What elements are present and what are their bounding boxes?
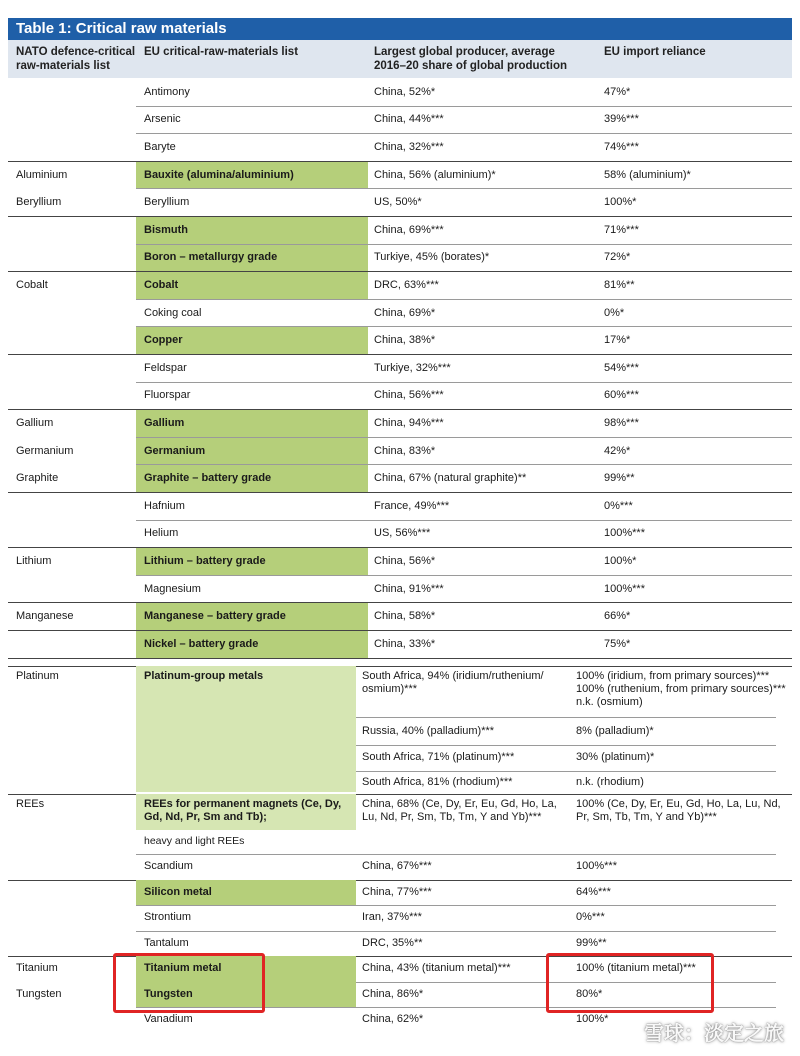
cell-producer: China, 67% (natural graphite)**: [374, 472, 527, 485]
table-row: [8, 382, 792, 410]
cell-producer: China, 56%*: [374, 554, 436, 567]
cell-producer: China, 67%***: [362, 860, 432, 873]
cell-producer: China, 38%*: [374, 334, 436, 347]
cell-nato: Germanium: [16, 444, 74, 457]
cell-nato: [16, 520, 136, 548]
cell-eu-material: Bismuth: [136, 216, 368, 244]
cell-eu-material: Feldspar: [144, 361, 187, 374]
cell-nato: [16, 244, 136, 272]
cell-nato: [16, 630, 136, 658]
cell-producer: US, 56%***: [374, 527, 431, 540]
row-divider: [8, 161, 792, 162]
cell-producer: Iran, 37%***: [362, 911, 422, 924]
cell-eu-material: Magnesium: [144, 582, 201, 595]
cell-eu-material: Coking coal: [144, 306, 202, 319]
cell-producer: China, 69%***: [374, 223, 444, 236]
table-row: [8, 905, 792, 931]
cell-nato: [16, 106, 136, 134]
cell-eu-material: Tungsten: [136, 982, 356, 1008]
cell-producer: China, 86%*: [362, 987, 424, 1000]
cell-producer: China, 32%***: [374, 140, 444, 153]
cell-reliance: 72%*: [604, 251, 631, 264]
cell-eu-material: Cobalt: [136, 271, 368, 299]
cell-reliance: 30% (platinum)*: [576, 750, 655, 763]
cell-nato: [16, 326, 136, 354]
table-row: [8, 216, 792, 244]
cell-reliance: 71%***: [604, 223, 639, 236]
cell-nato: [16, 354, 136, 382]
table-row: [8, 880, 792, 906]
cell-eu-material: Bauxite (alumina/aluminium): [136, 161, 368, 189]
cell-producer: China, 43% (titanium metal)***: [362, 962, 511, 975]
cell-producer: China, 69%*: [374, 306, 436, 319]
cell-producer: South Africa, 81% (rhodium)***: [362, 775, 513, 788]
cell-reliance: 100% (titanium metal)***: [576, 962, 696, 975]
cell-reliance: n.k. (rhodium): [576, 775, 644, 788]
cell-eu-material: Germanium: [136, 437, 368, 465]
cell-reliance: 81%**: [604, 278, 635, 291]
cell-producer: China, 77%***: [362, 885, 432, 898]
cell-eu-material: Graphite – battery grade: [136, 464, 368, 492]
row-divider: [8, 271, 792, 272]
cell-reliance: 100% (iridium, from primary sources)*** 100% (ruthenium, from primary sources)*** n.k. (osmium): [576, 670, 786, 708]
cell-reliance: 8% (palladium)*: [576, 724, 654, 737]
cell-producer: China, 83%*: [374, 444, 436, 457]
row-divider: [136, 575, 792, 576]
cell-eu-material-sub: heavy and light REEs: [144, 834, 245, 847]
cell-reliance: 99%**: [576, 936, 607, 949]
cell-eu-material: Strontium: [144, 911, 192, 924]
cell-nato: Lithium: [16, 554, 52, 567]
cell-nato: Titanium: [16, 962, 58, 975]
cell-producer: China, 68% (Ce, Dy, Er, Eu, Gd, Ho, La, Lu, Nd, Pr, Sm, Tb, Tm, Y and Yb)***: [362, 798, 557, 823]
cell-producer: South Africa, 94% (iridium/ruthenium/ osmium)***: [362, 670, 544, 695]
cell-eu-material: Platinum-group metals: [144, 670, 264, 682]
row-divider: [8, 409, 792, 410]
cell-nato: Manganese: [16, 610, 74, 623]
cell-eu-material: Nickel – battery grade: [136, 630, 368, 658]
cell-reliance: 64%***: [576, 885, 611, 898]
cell-producer: South Africa, 71% (platinum)***: [362, 750, 515, 763]
cell-nato: [16, 299, 136, 327]
table-row-pgm-sub: [8, 666, 792, 716]
cell-reliance: 99%**: [604, 472, 635, 485]
table-section-main: [8, 78, 792, 656]
table-row-ree-sub: [8, 830, 792, 852]
cell-reliance: 42%*: [604, 444, 631, 457]
cell-producer: China, 62%*: [362, 1013, 424, 1026]
row-divider: [136, 437, 792, 438]
table-row: [8, 354, 792, 382]
table-row: [8, 188, 792, 216]
row-divider: [136, 106, 792, 107]
cell-producer: China, 58%*: [374, 610, 436, 623]
cell-producer: France, 49%***: [374, 499, 450, 512]
cell-reliance: 47%*: [604, 85, 631, 98]
row-divider: [8, 630, 792, 631]
cell-reliance: 100%*: [604, 554, 637, 567]
cell-reliance: 100%*: [576, 1013, 609, 1026]
header-nato: NATO defence-critical raw-materials list: [16, 46, 136, 72]
row-divider: [136, 382, 792, 383]
table-row: [8, 299, 792, 327]
table-row-pgm-sub: [8, 718, 792, 744]
cell-reliance: 58% (aluminium)*: [604, 168, 691, 181]
row-divider: [8, 216, 792, 217]
table-row: [8, 547, 792, 575]
cell-producer: Turkiye, 32%***: [374, 361, 451, 374]
table-row: [8, 326, 792, 354]
table-row: [8, 106, 792, 134]
cell-eu-material: Baryte: [144, 140, 176, 153]
table-row: [8, 409, 792, 437]
cell-nato: [16, 854, 136, 880]
cell-nato: Gallium: [16, 416, 54, 429]
cell-nato: [16, 905, 136, 931]
cell-reliance: 0%***: [576, 911, 605, 924]
cell-eu-material: Lithium – battery grade: [136, 547, 368, 575]
row-divider: [136, 299, 792, 300]
table-row-pgm-sub: [8, 744, 792, 770]
cell-nato: Beryllium: [16, 196, 62, 209]
cell-nato: [16, 382, 136, 410]
cell-reliance: 100%***: [604, 527, 645, 540]
cell-eu-material: Manganese – battery grade: [136, 602, 368, 630]
row-divider: [136, 520, 792, 521]
row-divider: [8, 602, 792, 603]
cell-producer: China, 91%***: [374, 582, 444, 595]
cell-producer: China, 94%***: [374, 416, 444, 429]
cell-producer: China, 44%***: [374, 113, 444, 126]
table-row: [8, 854, 792, 880]
table-row: [8, 78, 792, 106]
watermark: 雪球：淡定之旅: [644, 1023, 784, 1045]
cell-reliance: 80%*: [576, 987, 603, 1000]
table-row: [8, 161, 792, 189]
table-row: [8, 630, 792, 658]
cell-nato: Cobalt: [16, 278, 48, 291]
row-divider: [136, 326, 792, 327]
cell-producer: China, 52%*: [374, 85, 436, 98]
cell-reliance: 98%***: [604, 416, 639, 429]
row-divider: [136, 244, 792, 245]
cell-reliance: 100%*: [604, 196, 637, 209]
cell-reliance: 66%*: [604, 610, 631, 623]
cell-nato: [16, 216, 136, 244]
cell-eu-material: Gallium: [136, 409, 368, 437]
cell-eu-material: Boron – metallurgy grade: [136, 244, 368, 272]
table-row: [8, 492, 792, 520]
table-row-ree: [8, 794, 792, 830]
cell-nato: Graphite: [16, 472, 59, 485]
cell-producer: Russia, 40% (palladium)***: [362, 724, 495, 737]
cell-nato: Tungsten: [16, 987, 62, 1000]
table-row: [8, 520, 792, 548]
cell-producer: Turkiye, 45% (borates)*: [374, 251, 490, 264]
row-divider: [8, 492, 792, 493]
cell-eu-material: Copper: [136, 326, 368, 354]
header-reliance: EU import reliance: [604, 46, 706, 58]
header-eu: EU critical-raw-materials list: [144, 46, 299, 58]
cell-reliance: 54%***: [604, 361, 639, 374]
table-row: [8, 437, 792, 465]
cell-reliance: 100%***: [604, 582, 645, 595]
row-divider: [8, 354, 792, 355]
table-row: [8, 575, 792, 603]
table-row: [8, 271, 792, 299]
cell-reliance: 0%***: [604, 499, 633, 512]
cell-eu-material: Vanadium: [144, 1013, 193, 1026]
table-header: [8, 40, 792, 78]
cell-nato: [16, 880, 136, 906]
cell-producer: China, 33%*: [374, 637, 436, 650]
cell-eu-material: Antimony: [144, 85, 190, 98]
cell-nato: Platinum: [16, 670, 59, 682]
table-row-pgm-sub: [8, 770, 792, 794]
cell-producer: DRC, 63%***: [374, 278, 439, 291]
row-divider: [8, 658, 792, 659]
cell-reliance: 100% (Ce, Dy, Er, Eu, Gd, Ho, La, Lu, Nd, Pr, Sm, Tb, Tm, Y and Yb)***: [576, 798, 781, 823]
table-row: [8, 133, 792, 161]
cell-eu-material: Tantalum: [144, 936, 189, 949]
highlight-box-materials: [113, 953, 265, 1013]
cell-reliance: 74%***: [604, 140, 639, 153]
cell-eu-material: Helium: [144, 527, 179, 540]
cell-eu-material: Arsenic: [144, 113, 181, 126]
cell-nato: [16, 575, 136, 603]
cell-eu-material: Scandium: [144, 860, 193, 873]
cell-eu-material: Beryllium: [144, 196, 190, 209]
cell-nato: [16, 492, 136, 520]
cell-reliance: 60%***: [604, 389, 639, 402]
cell-eu-material: Hafnium: [144, 499, 185, 512]
cell-reliance: 0%*: [604, 306, 625, 319]
row-divider: [136, 464, 792, 465]
cell-reliance: 39%***: [604, 113, 639, 126]
row-divider: [8, 547, 792, 548]
cell-nato: REEs: [16, 798, 45, 810]
cell-producer: US, 50%*: [374, 196, 422, 209]
table-row: [8, 244, 792, 272]
cell-eu-material: Silicon metal: [136, 880, 356, 906]
cell-reliance: 75%*: [604, 637, 631, 650]
row-divider: [136, 188, 792, 189]
cell-eu-material: REEs for permanent magnets (Ce, Dy, Gd, Nd, Pr, Sm and Tb);: [136, 794, 356, 830]
cell-producer: China, 56%***: [374, 389, 444, 402]
cell-producer: DRC, 35%**: [362, 936, 423, 949]
cell-reliance: 100%***: [576, 860, 617, 873]
table-row: [8, 602, 792, 630]
cell-reliance: 17%*: [604, 334, 631, 347]
cell-nato: [16, 78, 136, 106]
cell-nato: [16, 133, 136, 161]
cell-eu-material: Fluorspar: [144, 389, 191, 402]
table-title: Table 1: Critical raw materials: [8, 18, 792, 40]
cell-producer: China, 56% (aluminium)*: [374, 168, 496, 181]
table-row: [8, 464, 792, 492]
cell-eu-material: Titanium metal: [136, 956, 356, 982]
highlight-box-reliance: [546, 953, 714, 1013]
header-producer: Largest global producer, average 2016–20 share of global production: [374, 46, 567, 72]
row-divider: [136, 133, 792, 134]
cell-nato: Aluminium: [16, 168, 68, 181]
